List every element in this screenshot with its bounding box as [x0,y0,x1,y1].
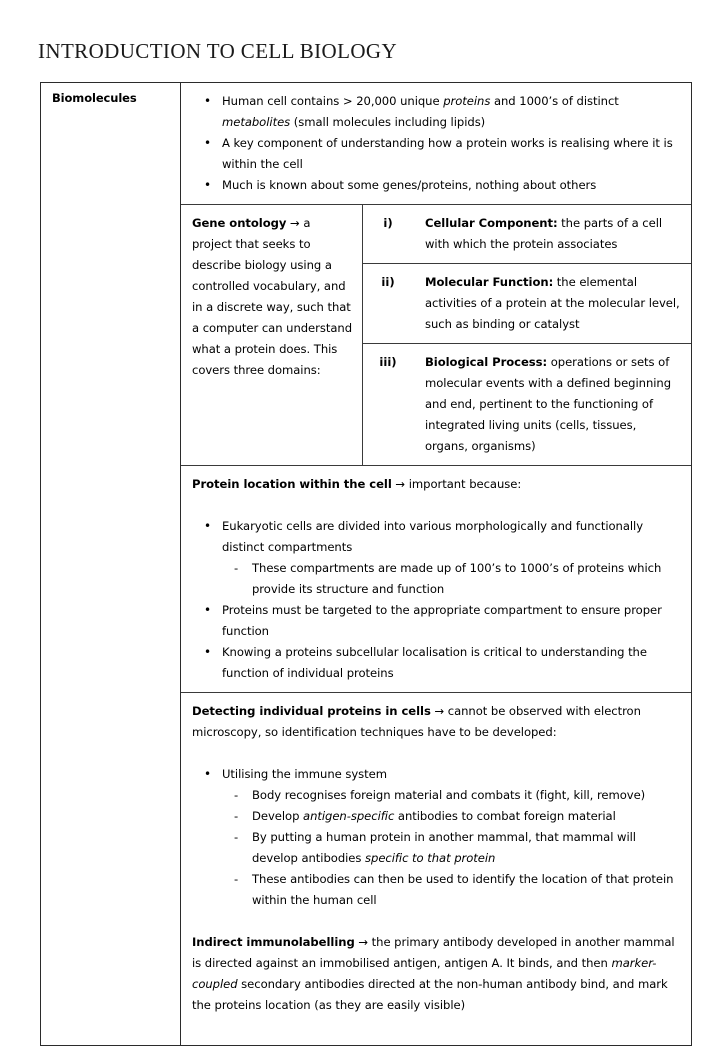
protein-location-sub-list [192,558,679,600]
heading-rest: important because: [405,477,522,491]
arrow-icon: → [395,477,406,491]
arrow-icon: → [434,704,445,718]
bullet-text-italic: metabolites [222,115,291,129]
protein-location-bullet-list [192,516,679,558]
paragraph-part: secondary antibodies directed at the non-human antibody bind, and mark the proteins location (as they are easily visible) [192,977,668,1012]
list-item: - Body recognises foreign material and combats it (fight, kill, remove) [192,785,679,806]
intro-bullets-block [181,83,691,204]
sub-text-part: antibodies to combat foreign material [394,809,616,823]
heading-term: Protein location within the cell [192,477,392,491]
gene-ontology-description [181,205,363,465]
sub-text-part: By putting a human protein in another mammal, that mammal will develop antibodies [252,830,636,865]
sub-text-italic: antigen-specific [303,809,395,823]
domain-definition [425,272,681,335]
list-item: - These antibodies can then be used to identify the location of that protein within the human cell [192,869,679,911]
detecting-bullet-list [192,764,679,785]
list-item: • Proteins must be targeted to the appropriate compartment to ensure proper function [192,600,679,642]
row-label-biomolecules: Biomolecules [52,91,137,105]
protein-location-block [181,466,691,692]
heading-term: Indirect immunolabelling [192,935,355,949]
sub-text-italic: specific to that protein [365,851,496,865]
domain-definition-text: operations or sets of molecular events with a defined beginning and end, pertinent to the functioning of integrated living units (cells, tissues, organs, organisms) [425,355,672,453]
domain-definition-text: the parts of a cell with which the protein associates [425,216,663,251]
list-item: • Utilising the immune system [192,764,679,785]
domain-numeral: ii) [381,275,395,289]
spacer [192,743,679,764]
arrow-icon: → [358,935,369,949]
sub-text-part: Develop [252,809,304,823]
intro-bullet-list [192,91,679,196]
arrow-icon: → [290,216,300,230]
indirect-immunolabelling-paragraph [192,932,679,1016]
list-item [192,91,679,133]
domain-numeral: i) [383,216,393,230]
detecting-proteins-block [181,692,691,1045]
list-item: • Knowing a proteins subcellular localisation is critical to understanding the function of individual proteins [192,642,679,684]
protein-location-bullet-list-2 [192,600,679,684]
spacer [192,911,679,932]
protein-location-heading [192,474,679,495]
list-item: - These compartments are made up of 100’s to 1000’s of proteins which provide its structure and function [192,558,679,600]
list-item: • Much is known about some genes/proteins, nothing about others [192,175,679,196]
domain-term: Biological Process: [425,355,548,369]
page-title: INTRODUCTION TO CELL BIOLOGY [38,39,398,63]
detecting-sub-list [192,785,679,911]
table-content-column [181,83,691,1045]
table-row [363,343,691,465]
gene-ontology-description-text: a project that seeks to describe biology using a controlled vocabulary, and in a discrete way, such that a computer can understand what a protein does. This covers three domains: [192,216,353,377]
domain-term: Molecular Function: [425,275,554,289]
gene-ontology-subtable [181,204,691,466]
table-row [363,263,691,343]
gene-ontology-term: Gene ontology [192,216,287,230]
table-label-column [41,83,181,1045]
bullet-text-part: (small molecules including lipids) [290,115,486,129]
gene-ontology-domain-rows [363,205,691,465]
bullet-text-part: Human cell contains > 20,000 unique [222,94,444,108]
bullet-text-italic: proteins [443,94,491,108]
domain-definition-text: the elemental activities of a protein at the molecular level, such as binding or catalyst [425,275,680,331]
notes-table [40,82,692,1046]
domain-definition [425,213,681,255]
detecting-heading [192,701,679,743]
heading-term: Detecting individual proteins in cells [192,704,431,718]
domain-definition [425,352,681,457]
heading-rest: cannot be observed with electron microscopy, so identification techniques have to be developed: [192,704,641,739]
bullet-text-part: and 1000’s of distinct [490,94,619,108]
spacer [192,495,679,516]
list-item: • A key component of understanding how a protein works is realising where it is within the cell [192,133,679,175]
table-row [363,205,691,263]
spacer [192,1016,679,1037]
list-item [192,827,679,869]
list-item: • Eukaryotic cells are divided into various morphologically and functionally distinct compartments [192,516,679,558]
domain-numeral: iii) [379,355,397,369]
paragraph-part: the primary antibody developed in another mammal is directed against an immobilised antigen, antigen A. It binds, and then [192,935,675,970]
arrow-glyph [286,216,299,230]
paragraph-italic: marker-coupled [192,956,657,991]
list-item [192,806,679,827]
domain-term: Cellular Component: [425,216,558,230]
